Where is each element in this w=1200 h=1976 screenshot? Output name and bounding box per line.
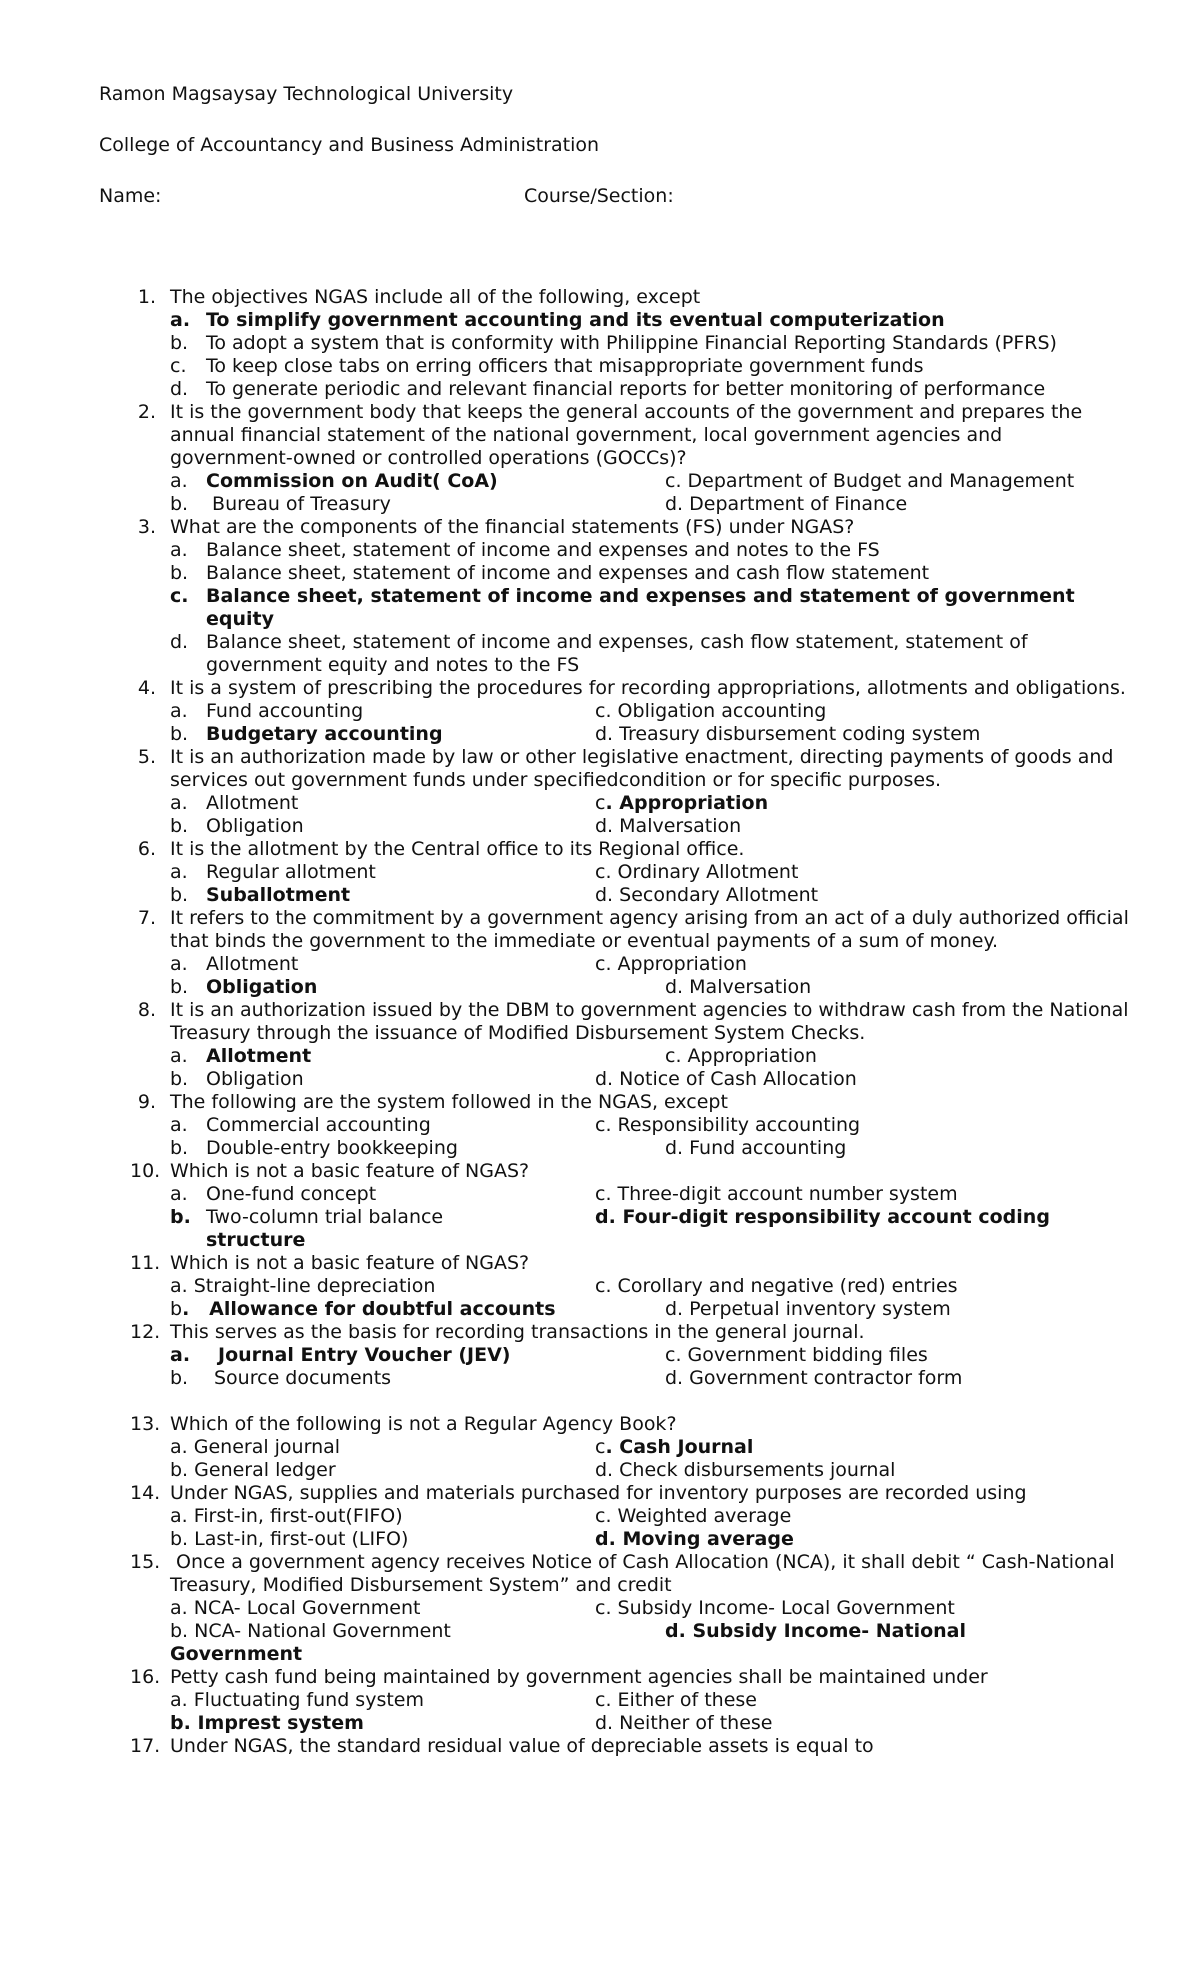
university-name: Ramon Magsaysay Technological University bbox=[99, 83, 514, 105]
option-c-letter: c. bbox=[595, 1183, 612, 1205]
option-row bbox=[170, 723, 1130, 746]
option-c-letter: c. bbox=[595, 1505, 612, 1527]
option-row bbox=[170, 884, 1130, 907]
option-c-letter: c. bbox=[665, 1045, 682, 1067]
question-number: 4. bbox=[137, 677, 156, 699]
option-b: Obligation bbox=[206, 815, 304, 837]
question-12 bbox=[130, 1321, 1130, 1413]
option-a-letter: a. bbox=[170, 1597, 188, 1619]
option-c: Three-digit account number system bbox=[617, 1183, 958, 1205]
option-a-letter: a. bbox=[170, 1114, 188, 1136]
option-d: Neither of these bbox=[619, 1712, 773, 1734]
option-d-letter: d. bbox=[665, 1137, 684, 1159]
option-row bbox=[170, 953, 1130, 976]
option-b-letter: b. bbox=[170, 1206, 191, 1228]
option-row bbox=[170, 1275, 1130, 1298]
option-c-letter: c. bbox=[595, 1689, 612, 1711]
option-row bbox=[170, 1367, 1130, 1390]
option-b-letter: b. bbox=[170, 976, 189, 998]
question-text: It refers to the commitment by a government agency arising from an act of a duly authorized official that binds the government to the immediate or eventual payments of a sum of money. bbox=[170, 907, 1129, 952]
option-c: . Appropriation bbox=[605, 792, 769, 814]
question-number: 3. bbox=[137, 516, 156, 538]
option-b-letter: b. bbox=[170, 1137, 189, 1159]
option-d-letter: d. bbox=[665, 493, 684, 515]
option-d: d. To generate periodic and relevant financial reports for better monitoring of performance bbox=[170, 378, 1046, 400]
option-a: General journal bbox=[193, 1436, 341, 1458]
option-c: Weighted average bbox=[617, 1505, 792, 1527]
question-number: 2. bbox=[137, 401, 156, 423]
question-text: It is an authorization made by law or other legislative enactment, directing payments of goods and services out government funds under specifiedcondition or for specific purposes. bbox=[170, 746, 1114, 791]
question-3 bbox=[130, 516, 1130, 677]
option-d: Four-digit responsibility account coding bbox=[622, 1206, 1050, 1228]
question-text: Under NGAS, supplies and materials purchased for inventory purposes are recorded using bbox=[170, 1482, 1027, 1504]
option-c-letter: c. bbox=[665, 470, 682, 492]
option-d-letter: d. bbox=[595, 723, 614, 745]
option-row bbox=[170, 1689, 1130, 1712]
question-8 bbox=[130, 999, 1130, 1091]
option-row bbox=[170, 792, 1130, 815]
option-b-letter: b. bbox=[170, 1459, 189, 1481]
option-d: Fund accounting bbox=[689, 1137, 847, 1159]
option-b: Bureau of Treasury bbox=[206, 493, 391, 515]
course-section-label: Course/Section: bbox=[524, 185, 674, 207]
option-c: Subsidy Income- Local Government bbox=[617, 1597, 955, 1619]
question-7 bbox=[130, 907, 1130, 999]
option-b-letter: b. bbox=[170, 1528, 189, 1550]
question-17 bbox=[130, 1735, 1130, 1758]
option-a: Fund accounting bbox=[206, 700, 364, 722]
option-c: c. To keep close tabs on erring officers that misappropriate government funds bbox=[170, 355, 924, 377]
option-b: Budgetary accounting bbox=[206, 723, 443, 745]
question-1 bbox=[130, 286, 1130, 401]
question-list bbox=[130, 286, 1130, 1758]
option-c-letter: c. bbox=[595, 1597, 612, 1619]
question-number: 13. bbox=[130, 1413, 161, 1435]
option-b-letter: b. bbox=[170, 815, 189, 837]
option-a: Journal Entry Voucher (JEV) bbox=[218, 1344, 511, 1366]
question-number: 16. bbox=[130, 1666, 161, 1688]
option-c: Responsibility accounting bbox=[617, 1114, 861, 1136]
question-text: Under NGAS, the standard residual value of depreciable assets is equal to bbox=[170, 1735, 874, 1757]
option-b: b. Balance sheet, statement of income and expenses and cash flow statement bbox=[170, 562, 930, 584]
question-4 bbox=[130, 677, 1130, 746]
option-d-continuation: Government bbox=[170, 1643, 303, 1665]
option-b: Obligation bbox=[206, 976, 318, 998]
option-d: Department of Finance bbox=[689, 493, 908, 515]
option-row bbox=[170, 1620, 1130, 1643]
option-d: Secondary Allotment bbox=[619, 884, 819, 906]
option-row bbox=[170, 1045, 1130, 1068]
option-c: Appropriation bbox=[617, 953, 747, 975]
option-a-letter: a. bbox=[170, 861, 188, 883]
option-a: Allotment bbox=[206, 953, 299, 975]
option-a: a. Balance sheet, statement of income and expenses and notes to the FS bbox=[170, 539, 880, 561]
option-d: Notice of Cash Allocation bbox=[619, 1068, 857, 1090]
option-b-letter: b. bbox=[170, 493, 189, 515]
option-row bbox=[170, 1436, 1130, 1459]
college-name: College of Accountancy and Business Administration bbox=[99, 134, 600, 156]
option-c-letter: c. bbox=[595, 1114, 612, 1136]
option-b: NCA- National Government bbox=[194, 1620, 451, 1642]
option-a-letter: a. bbox=[170, 1275, 188, 1297]
option-c-letter: c. bbox=[595, 1275, 612, 1297]
question-text: Which of the following is not a Regular Agency Book? bbox=[170, 1413, 677, 1435]
option-row bbox=[170, 1344, 1130, 1367]
option-a-letter: a. bbox=[170, 1505, 188, 1527]
option-row bbox=[170, 1183, 1130, 1206]
option-row bbox=[170, 976, 1130, 999]
question-15 bbox=[130, 1551, 1130, 1666]
option-d: Subsidy Income- National bbox=[692, 1620, 967, 1642]
question-number: 12. bbox=[130, 1321, 161, 1343]
option-b: Source documents bbox=[214, 1367, 392, 1389]
name-course-line bbox=[99, 185, 674, 208]
option-d-letter: d. bbox=[665, 1298, 684, 1320]
option-a: Allotment bbox=[206, 1045, 312, 1067]
option-row bbox=[170, 1459, 1130, 1482]
option-b-letter: b bbox=[170, 1298, 183, 1320]
option-c-letter: c. bbox=[665, 1344, 682, 1366]
question-text: It is a system of prescribing the procedures for recording appropriations, allotments and obligations. bbox=[170, 677, 1126, 699]
option-d-letter: d. bbox=[595, 1528, 616, 1550]
option-c: Either of these bbox=[617, 1689, 757, 1711]
question-text: This serves as the basis for recording transactions in the general journal. bbox=[170, 1321, 865, 1343]
option-d-letter: d. bbox=[595, 815, 614, 837]
question-number: 7. bbox=[137, 907, 156, 929]
option-row bbox=[170, 700, 1130, 723]
option-a-letter: a. bbox=[170, 700, 188, 722]
option-d-letter: d. bbox=[665, 976, 684, 998]
question-9 bbox=[130, 1091, 1130, 1160]
question-10 bbox=[130, 1160, 1130, 1252]
option-d: d. Balance sheet, statement of income and expenses, cash flow statement, statement of government equity and notes to the FS bbox=[170, 631, 1028, 676]
question-number: 5. bbox=[137, 746, 156, 768]
option-d-letter: d. bbox=[665, 1620, 686, 1642]
question-text: The following are the system followed in the NGAS, except bbox=[170, 1091, 728, 1113]
question-text: It is an authorization issued by the DBM to government agencies to withdraw cash from the National Treasury through the issuance of Modified Disbursement System Checks. bbox=[170, 999, 1129, 1044]
option-b: Imprest system bbox=[197, 1712, 364, 1734]
option-row bbox=[170, 1068, 1130, 1091]
option-row bbox=[170, 493, 1130, 516]
option-c: . Cash Journal bbox=[605, 1436, 754, 1458]
option-a-letter: a. bbox=[170, 1436, 188, 1458]
option-c-letter: c. bbox=[595, 700, 612, 722]
option-c: Corollary and negative (red) entries bbox=[617, 1275, 958, 1297]
option-a-letter: a. bbox=[170, 1344, 191, 1366]
option-a: Allotment bbox=[206, 792, 299, 814]
option-c: Department of Budget and Management bbox=[687, 470, 1075, 492]
option-d-letter: d. bbox=[595, 1206, 616, 1228]
option-row bbox=[170, 470, 1130, 493]
question-13 bbox=[130, 1413, 1130, 1482]
option-d: Government contractor form bbox=[689, 1367, 963, 1389]
option-a-letter: a. bbox=[170, 792, 188, 814]
option-b: General ledger bbox=[194, 1459, 336, 1481]
option-d-letter: d. bbox=[665, 1367, 684, 1389]
question-number: 1. bbox=[137, 286, 156, 308]
question-2 bbox=[130, 401, 1130, 516]
name-label: Name: bbox=[99, 185, 162, 207]
question-number: 6. bbox=[137, 838, 156, 860]
option-a: Regular allotment bbox=[206, 861, 376, 883]
question-16 bbox=[130, 1666, 1130, 1735]
option-a: NCA- Local Government bbox=[193, 1597, 421, 1619]
option-a: First-in, first-out(FIFO) bbox=[193, 1505, 403, 1527]
option-c-letter: c bbox=[595, 792, 606, 814]
option-b-letter: b. bbox=[170, 884, 189, 906]
option-a-letter: a. bbox=[170, 1183, 188, 1205]
question-text: It is the government body that keeps the general accounts of the government and prepares the annual financial statement of the national government, local government agencies and government-owned or controlled operations (GOCCs)? bbox=[170, 401, 1083, 469]
option-a-letter: a. bbox=[170, 953, 188, 975]
question-number: 14. bbox=[130, 1482, 161, 1504]
question-text: Once a government agency receives Notice of Cash Allocation (NCA), it shall debit “ Cash-National Treasury, Modified Disbursement System” and credit bbox=[170, 1551, 1121, 1596]
document-header bbox=[99, 83, 674, 236]
option-d: Malversation bbox=[619, 815, 742, 837]
question-text: It is the allotment by the Central office to its Regional office. bbox=[170, 838, 745, 860]
option-d-letter: d. bbox=[595, 1459, 614, 1481]
option-row bbox=[170, 1528, 1130, 1551]
option-a-letter: a. bbox=[170, 470, 188, 492]
option-a: Fluctuating fund system bbox=[193, 1689, 424, 1711]
option-row bbox=[170, 1712, 1130, 1735]
option-a: One-fund concept bbox=[206, 1183, 377, 1205]
question-11 bbox=[130, 1252, 1130, 1321]
blank-line bbox=[170, 1390, 1130, 1413]
option-row bbox=[170, 1114, 1130, 1137]
question-text: Which is not a basic feature of NGAS? bbox=[170, 1252, 530, 1274]
option-d: Perpetual inventory system bbox=[689, 1298, 951, 1320]
option-c-letter: c. bbox=[595, 953, 612, 975]
option-b: b. To adopt a system that is conformity with Philippine Financial Reporting Standards (PFRS) bbox=[170, 332, 1057, 354]
option-row bbox=[170, 1505, 1130, 1528]
question-number: 11. bbox=[130, 1252, 161, 1274]
option-a: Straight-line depreciation bbox=[193, 1275, 436, 1297]
option-c-letter: c bbox=[595, 1436, 606, 1458]
option-b-letter: b. bbox=[170, 1712, 191, 1734]
option-a: Commission on Audit( CoA) bbox=[206, 470, 498, 492]
option-d: Check disbursements journal bbox=[619, 1459, 896, 1481]
question-text: The objectives NGAS include all of the following, except bbox=[170, 286, 701, 308]
option-c-letter: c. bbox=[595, 861, 612, 883]
option-row bbox=[170, 1298, 1130, 1321]
option-a: a. To simplify government accounting and its eventual computerization bbox=[170, 309, 945, 331]
option-a: Commercial accounting bbox=[206, 1114, 431, 1136]
option-d: Treasury disbursement coding system bbox=[619, 723, 981, 745]
option-c: Appropriation bbox=[687, 1045, 817, 1067]
option-b: Double-entry bookkeeping bbox=[206, 1137, 458, 1159]
question-text: Which is not a basic feature of NGAS? bbox=[170, 1160, 530, 1182]
option-c: Ordinary Allotment bbox=[617, 861, 799, 883]
option-d-letter: d. bbox=[595, 1068, 614, 1090]
question-6 bbox=[130, 838, 1130, 907]
question-number: 9. bbox=[137, 1091, 156, 1113]
question-5 bbox=[130, 746, 1130, 838]
option-row bbox=[170, 1229, 1130, 1252]
option-b-letter: b. bbox=[170, 1367, 189, 1389]
question-number: 17. bbox=[130, 1735, 161, 1757]
question-14 bbox=[130, 1482, 1130, 1551]
option-b: Obligation bbox=[206, 1068, 304, 1090]
question-text: What are the components of the financial statements (FS) under NGAS? bbox=[170, 516, 855, 538]
option-b: . Allowance for doubtful accounts bbox=[182, 1298, 556, 1320]
option-row bbox=[170, 815, 1130, 838]
option-c: Government bidding files bbox=[687, 1344, 928, 1366]
option-d: Moving average bbox=[622, 1528, 794, 1550]
question-text: Petty cash fund being maintained by government agencies shall be maintained under bbox=[170, 1666, 988, 1688]
question-number: 10. bbox=[130, 1160, 161, 1182]
question-number: 8. bbox=[137, 999, 156, 1021]
option-b-letter: b. bbox=[170, 1620, 189, 1642]
option-d-continuation: structure bbox=[206, 1229, 306, 1251]
option-row bbox=[170, 1597, 1130, 1620]
option-b: Suballotment bbox=[206, 884, 351, 906]
option-b-letter: b. bbox=[170, 1068, 189, 1090]
option-c: Obligation accounting bbox=[617, 700, 827, 722]
option-row bbox=[170, 1137, 1130, 1160]
option-d-letter: d. bbox=[595, 884, 614, 906]
option-a-letter: a. bbox=[170, 1045, 188, 1067]
option-d-letter: d. bbox=[595, 1712, 614, 1734]
option-a-letter: a. bbox=[170, 1689, 188, 1711]
option-c: c. Balance sheet, statement of income and expenses and statement of government equity bbox=[170, 585, 1075, 630]
option-b: Last-in, first-out (LIFO) bbox=[194, 1528, 409, 1550]
option-b-letter: b. bbox=[170, 723, 189, 745]
option-b: Two-column trial balance bbox=[206, 1206, 444, 1228]
option-row bbox=[170, 1206, 1130, 1229]
question-number: 15. bbox=[130, 1551, 161, 1573]
option-d: Malversation bbox=[689, 976, 812, 998]
option-row bbox=[170, 861, 1130, 884]
option-row bbox=[170, 1643, 1130, 1666]
